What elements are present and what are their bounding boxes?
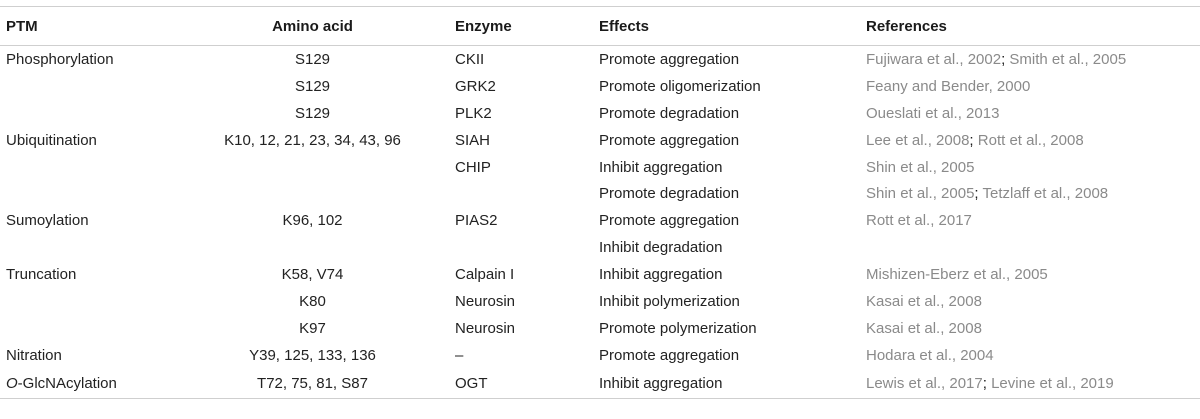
table-row	[0, 342, 1200, 369]
reference-link[interactable]: Tetzlaff et al., 2008	[982, 185, 1109, 203]
cell-ptm	[0, 46, 170, 73]
ptm-label: Sumoylation	[6, 212, 89, 230]
cell-effect: Inhibit polymerization	[599, 292, 740, 310]
cell-effect: Inhibit aggregation	[599, 369, 866, 399]
cell-enzyme: –	[455, 346, 464, 364]
table-row	[0, 73, 1200, 100]
cell-effect: Inhibit degradation	[599, 239, 723, 257]
cell-ptm	[0, 315, 170, 342]
cell-references	[866, 234, 1200, 261]
cell-amino-acid: S129	[294, 77, 331, 95]
header-references: References	[866, 7, 1200, 46]
cell-amino-acid: T72, 75, 81, S87	[170, 369, 455, 399]
cell-references	[866, 342, 1200, 369]
cell-effect: Promote aggregation	[599, 212, 740, 230]
cell-enzyme: CHIP	[455, 158, 491, 176]
reference-link[interactable]: Rott et al., 2017	[866, 212, 972, 230]
cell-effect: Promote aggregation	[599, 131, 740, 149]
cell-effect: Inhibit aggregation	[599, 266, 723, 284]
cell-enzyme	[455, 180, 599, 207]
table-body	[0, 46, 1200, 399]
reference-link[interactable]: Rott et al., 2008	[977, 131, 1084, 149]
header-ptm: PTM	[0, 7, 170, 46]
cell-amino-acid: S129	[294, 50, 331, 68]
ptm-label: Nitration	[6, 346, 62, 364]
reference-link[interactable]: Shin et al., 2005	[866, 158, 975, 176]
cell-amino-acid: S129	[294, 104, 331, 122]
reference-link[interactable]: Fujiwara et al., 2002	[866, 50, 1002, 68]
table-row	[0, 207, 1200, 234]
cell-references	[866, 127, 1200, 154]
cell-references	[866, 207, 1200, 234]
cell-amino-acid	[170, 180, 455, 207]
table-row	[0, 261, 1200, 288]
cell-enzyme: GRK2	[455, 77, 496, 95]
ptm-label: Ubiquitination	[6, 131, 97, 149]
cell-ptm	[0, 369, 170, 399]
cell-references	[866, 261, 1200, 288]
ptm-label: Phosphorylation	[6, 50, 114, 68]
cell-amino-acid: K58, V74	[281, 266, 344, 284]
cell-effect: Promote degradation	[599, 104, 740, 122]
cell-references	[866, 154, 1200, 181]
cell-ptm	[0, 207, 170, 234]
cell-ptm	[0, 154, 170, 181]
table-row	[0, 127, 1200, 154]
reference-link[interactable]: Shin et al., 2005	[866, 185, 975, 203]
cell-amino-acid: K80	[299, 292, 326, 310]
ptm-label: -GlcNAcylation	[17, 374, 117, 392]
cell-effect: Promote aggregation	[599, 346, 740, 364]
reference-separator: ;	[969, 131, 974, 149]
cell-effect: Promote polymerization	[599, 319, 757, 337]
table-header-row	[0, 7, 1200, 46]
cell-enzyme	[455, 234, 599, 261]
reference-link[interactable]: Hodara et al., 2004	[866, 346, 994, 364]
reference-separator: ;	[982, 374, 987, 392]
table-row	[0, 288, 1200, 315]
table-row	[0, 180, 1200, 207]
cell-references	[866, 180, 1200, 207]
ptm-table	[0, 6, 1200, 399]
cell-amino-acid	[170, 154, 455, 181]
cell-ptm	[0, 127, 170, 154]
reference-link[interactable]: Levine et al., 2019	[991, 374, 1114, 392]
cell-references	[866, 100, 1200, 127]
cell-ptm	[0, 100, 170, 127]
cell-enzyme: PLK2	[455, 104, 492, 122]
cell-enzyme: Neurosin	[455, 292, 516, 310]
cell-ptm	[0, 73, 170, 100]
cell-effect: Inhibit aggregation	[599, 158, 723, 176]
cell-enzyme: CKII	[455, 50, 485, 68]
table-row	[0, 234, 1200, 261]
cell-enzyme: SIAH	[455, 131, 491, 149]
cell-references	[866, 369, 1200, 399]
cell-references	[866, 315, 1200, 342]
cell-ptm	[0, 342, 170, 369]
cell-references	[866, 73, 1200, 100]
cell-effect: Promote oligomerization	[599, 77, 761, 95]
reference-separator: ;	[974, 185, 979, 203]
cell-ptm	[0, 261, 170, 288]
table-row	[0, 315, 1200, 342]
ptm-prefix: O	[6, 374, 18, 392]
cell-ptm	[0, 180, 170, 207]
cell-amino-acid: K96, 102	[282, 212, 343, 230]
reference-link[interactable]: Mishizen-Eberz et al., 2005	[866, 266, 1048, 284]
cell-enzyme: Neurosin	[455, 319, 516, 337]
reference-link[interactable]: Lewis et al., 2017	[866, 374, 983, 392]
cell-effect: Promote degradation	[599, 185, 740, 203]
cell-effect: Promote aggregation	[599, 50, 740, 68]
cell-enzyme: Calpain I	[455, 266, 515, 284]
header-effects: Effects	[599, 7, 866, 46]
header-enzyme: Enzyme	[455, 7, 599, 46]
reference-link[interactable]: Kasai et al., 2008	[866, 319, 982, 337]
reference-link[interactable]: Lee et al., 2008	[866, 131, 970, 149]
cell-enzyme: OGT	[455, 369, 599, 399]
cell-amino-acid: Y39, 125, 133, 136	[249, 346, 376, 364]
cell-ptm	[0, 288, 170, 315]
reference-link[interactable]: Oueslati et al., 2013	[866, 104, 1000, 122]
table-row	[0, 154, 1200, 181]
reference-link[interactable]: Kasai et al., 2008	[866, 292, 982, 310]
cell-amino-acid: K10, 12, 21, 23, 34, 43, 96	[224, 131, 401, 149]
reference-link[interactable]: Smith et al., 2005	[1009, 50, 1127, 68]
cell-references	[866, 46, 1200, 73]
reference-link[interactable]: Feany and Bender, 2000	[866, 77, 1031, 95]
reference-separator: ;	[1001, 50, 1006, 68]
cell-enzyme: PIAS2	[455, 212, 498, 230]
cell-amino-acid: K97	[299, 319, 326, 337]
header-amino-acid: Amino acid	[170, 7, 455, 46]
cell-references	[866, 288, 1200, 315]
cell-amino-acid	[170, 234, 455, 261]
table-row	[0, 46, 1200, 73]
cell-ptm	[0, 234, 170, 261]
table-row	[0, 369, 1200, 399]
table-row	[0, 100, 1200, 127]
ptm-label: Truncation	[6, 266, 77, 284]
